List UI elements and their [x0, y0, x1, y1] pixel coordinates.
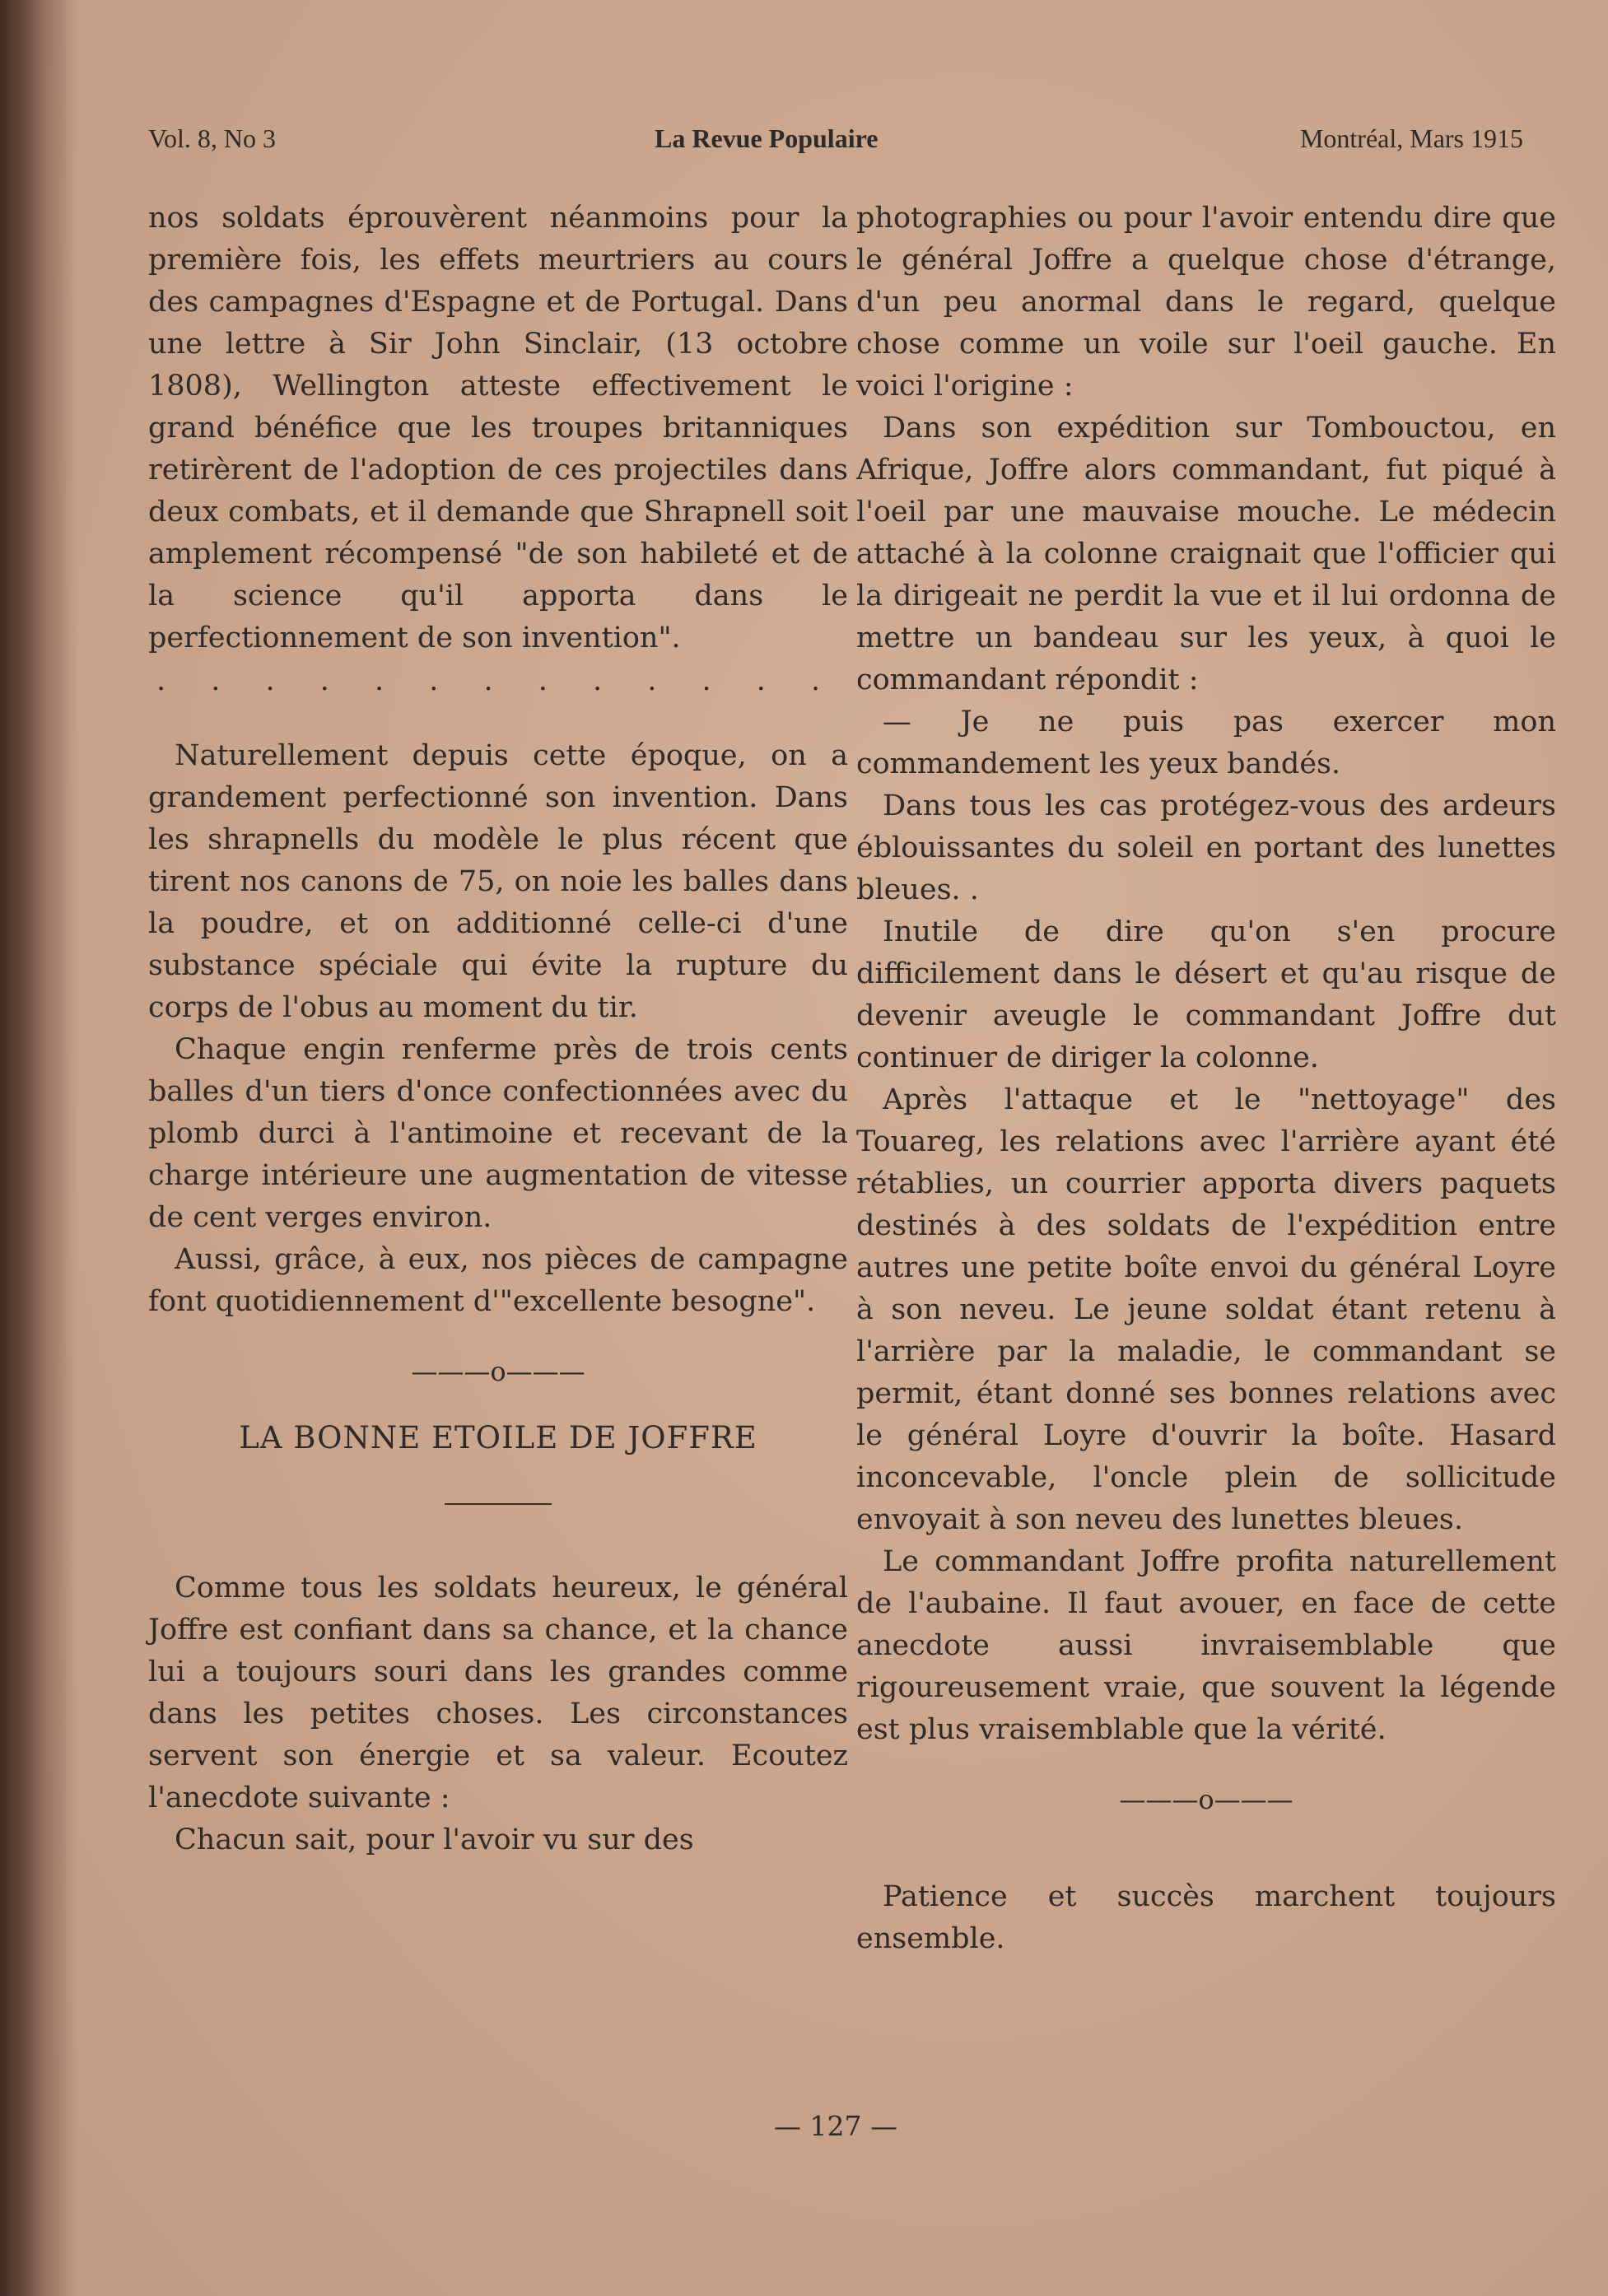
header-place-date: Montréal, Mars 1915: [1299, 123, 1523, 153]
running-header: [148, 123, 1523, 173]
right-paragraph-5: Inutile de dire qu'on s'en procure difficilement dans le désert et qu'au risque de devenir aveugle le commandant Joffre dut continuer de diriger la colonne.: [856, 915, 1556, 1074]
end-divider: ———o———: [1119, 1784, 1293, 1815]
left-column: [148, 198, 848, 1861]
right-paragraph-4: Dans tous les cas protégez-vous des ardeurs éblouissantes du soleil en portant des lunettes bleues. .: [856, 789, 1556, 906]
left-paragraph-4: Aussi, grâce, à eux, nos pièces de campagne font quotidiennement d'"excellente besogne".: [148, 1243, 848, 1318]
page-number: — 127 —: [774, 2110, 897, 2142]
section-title: LA BONNE ETOILE DE JOFFRE: [239, 1420, 757, 1455]
section-divider: ———o———: [411, 1356, 585, 1387]
right-paragraph-2: Dans son expédition sur Tombouctou, en Afrique, Joffre alors commandant, fut piqué à l'oeil par une mauvaise mouche. Le médecin attaché à la colonne craignait que l'officier qui la dirigeait ne perdit la vue et il lui ordonna de mettre un bandeau sur les yeux, à quoi le commandant répondit :: [856, 412, 1556, 696]
left-paragraph-5: Comme tous les soldats heureux, le général Joffre est confiant dans sa chance, et la chance lui a toujours souri dans les grandes comme dans les petites choses. Les circonstances servent son énergie et sa valeur. Ecoutez l'anecdote suivante :: [148, 1572, 848, 1814]
right-column: [856, 198, 1556, 1960]
right-paragraph-8: Patience et succès marchent toujours ensemble.: [856, 1880, 1556, 1955]
header-publication: La Revue Populaire: [655, 123, 879, 153]
ellipsis-dots: . . . . . . . . . . . . .: [156, 664, 839, 697]
left-paragraph-2: Naturellement depuis cette époque, on a grandement perfectionné son invention. Dans les shrapnells du modèle le plus récent que tirent nos canons de 75, on noie les balles dans la poudre, et on additionné celle-ci d'une substance spéciale qui évite la rupture du corps de l'obus au moment du tir.: [148, 739, 848, 1024]
right-paragraph-6: Après l'attaque et le "nettoyage" des Touareg, les relations avec l'arrière ayant été rétablies, un courrier apporta divers paquets destinés à des soldats de l'expédition entre autres une petite boîte envoi du général Loyre à son neveu. Le jeune soldat étant retenu à l'arrière par la maladie, le commandant se permit, étant donné ses bonnes relations avec le général Loyre d'ouvrir la boîte. Hasard inconcevable, l'oncle plein de sollicitude envoyait à son neveu des lunettes bleues.: [856, 1083, 1556, 1536]
right-paragraph-7: Le commandant Joffre profita naturellement de l'aubaine. Il faut avouer, en face de cette anecdote aussi invraisemblable que rigoureusement vraie, que souvent la légende est plus vraisemblable que la vérité.: [856, 1545, 1556, 1746]
title-underline-rule: [445, 1503, 552, 1505]
left-paragraph-1: nos soldats éprouvèrent néanmoins pour la première fois, les effets meurtriers au cours des campagnes d'Espagne et de Portugal. Dans une lettre à Sir John Sinclair, (13 octobre 1808), Wellington atteste effectivement le grand bénéfice que les troupes britanniques retirèrent de l'adoption de ces projectiles dans deux combats, et il demande que Shrapnell soit amplement récompensé "de son habileté et de la science qu'il apporta dans le perfectionnement de son invention".: [148, 202, 848, 654]
header-volume: Vol. 8, No 3: [148, 123, 276, 153]
page-binding-shadow: [0, 0, 78, 2296]
right-paragraph-3: — Je ne puis pas exercer mon commandement les yeux bandés.: [856, 706, 1556, 780]
left-paragraph-3: Chaque engin renferme près de trois cents balles d'un tiers d'once confectionnées avec du plomb durci à l'antimoine et recevant de la charge intérieure une augmentation de vitesse de cent verges environ.: [148, 1033, 848, 1234]
right-paragraph-1: photographies ou pour l'avoir entendu dire que le général Joffre a quelque chose d'étrange, d'un peu anormal dans le regard, quelque chose comme un voile sur l'oeil gauche. En voici l'origine :: [856, 202, 1556, 403]
left-paragraph-6: Chacun sait, pour l'avoir vu sur des: [175, 1823, 694, 1856]
